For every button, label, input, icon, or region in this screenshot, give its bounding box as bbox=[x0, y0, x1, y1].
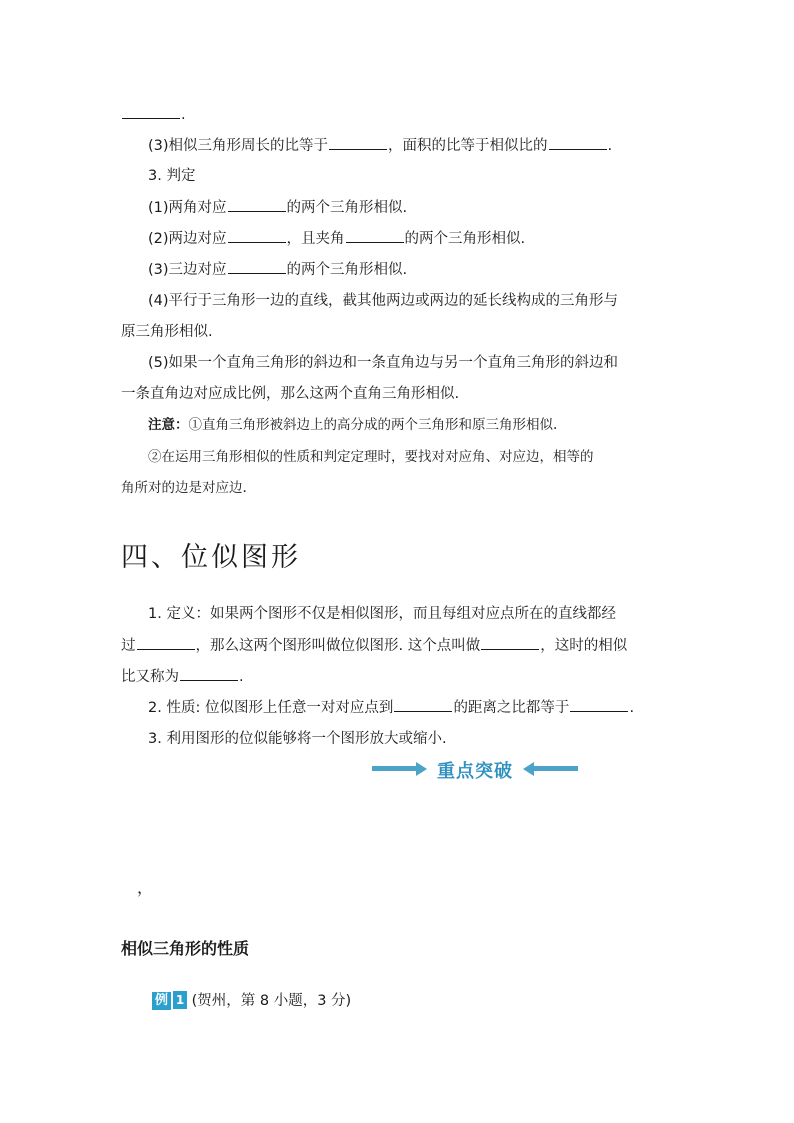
banner-bar-right bbox=[534, 766, 578, 771]
answer-blank[interactable] bbox=[228, 228, 286, 243]
answer-blank[interactable] bbox=[346, 228, 404, 243]
continuation-line: . bbox=[121, 104, 186, 125]
example-badge: 例 bbox=[152, 992, 171, 1010]
note-2-line1: ②在运用三角形相似的性质和判定定理时，要找对对应角、对应边，相等的 bbox=[148, 449, 594, 465]
answer-blank[interactable] bbox=[549, 135, 607, 150]
judge-2: (2)两边对应 ，且夹角 的两个三角形相似. bbox=[148, 228, 525, 249]
judge-3: (3)三边对应 的两个三角形相似. bbox=[148, 259, 407, 280]
definition-line3: 比又称为 . bbox=[121, 666, 244, 687]
note-2-line2: 角所对的边是对应边. bbox=[121, 480, 247, 496]
judge-title: 3. 判定 bbox=[148, 168, 196, 184]
answer-blank[interactable] bbox=[122, 104, 180, 119]
judge-5-line1: (5)如果一个直角三角形的斜边和一条直角边与另一个直角三角形的斜边和 bbox=[148, 355, 619, 371]
example-number: 1 bbox=[173, 991, 187, 1009]
stray-comma: ， bbox=[137, 878, 154, 897]
definition-line1: 1. 定义：如果两个图形不仅是相似图形，而且每组对应点所在的直线都经 bbox=[148, 606, 616, 622]
answer-blank[interactable] bbox=[137, 635, 195, 650]
property-line: 2. 性质: 位似图形上任意一对对应点到 的距离之比都等于 . bbox=[148, 697, 634, 718]
note-label: 注意： bbox=[148, 417, 189, 433]
answer-blank[interactable] bbox=[481, 635, 539, 650]
banner-bar-left bbox=[372, 766, 416, 771]
definition-line2: 过 ，那么这两个图形叫做位似图形. 这个点叫做 ，这时的相似 bbox=[121, 635, 627, 656]
answer-blank[interactable] bbox=[329, 135, 387, 150]
answer-blank[interactable] bbox=[228, 259, 286, 274]
use-line: 3. 利用图形的位似能够将一个图形放大或缩小. bbox=[148, 731, 447, 747]
topic-heading: 相似三角形的性质 bbox=[121, 939, 250, 958]
answer-blank[interactable] bbox=[228, 197, 286, 212]
judge-4-line2: 原三角形相似. bbox=[121, 324, 213, 340]
answer-blank[interactable] bbox=[180, 666, 238, 681]
judge-1: (1)两角对应 的两个三角形相似. bbox=[148, 197, 407, 218]
example-source: (贺州，第 8 小题，3 分) bbox=[191, 993, 352, 1009]
judge-4-line1: (4)平行于三角形一边的直线，截其他两边或两边的延长线构成的三角形与 bbox=[148, 293, 619, 309]
judge-5-line2: 一条直角边对应成比例，那么这两个直角三角形相似. bbox=[121, 386, 460, 402]
banner-title: 重点突破 bbox=[437, 761, 513, 782]
example-header bbox=[152, 990, 351, 1012]
answer-blank[interactable] bbox=[570, 697, 628, 712]
arrow-right-icon bbox=[416, 762, 427, 776]
property-3: (3)相似三角形周长的比等于 ，面积的比等于相似比的 . bbox=[148, 135, 612, 156]
key-points-banner bbox=[372, 756, 578, 782]
arrow-left-icon bbox=[523, 762, 534, 776]
section-heading: 四、位似图形 bbox=[121, 542, 301, 573]
answer-blank[interactable] bbox=[394, 697, 452, 712]
note-1: 注意：①直角三角形被斜边上的高分成的两个三角形和原三角形相似. bbox=[148, 417, 558, 433]
